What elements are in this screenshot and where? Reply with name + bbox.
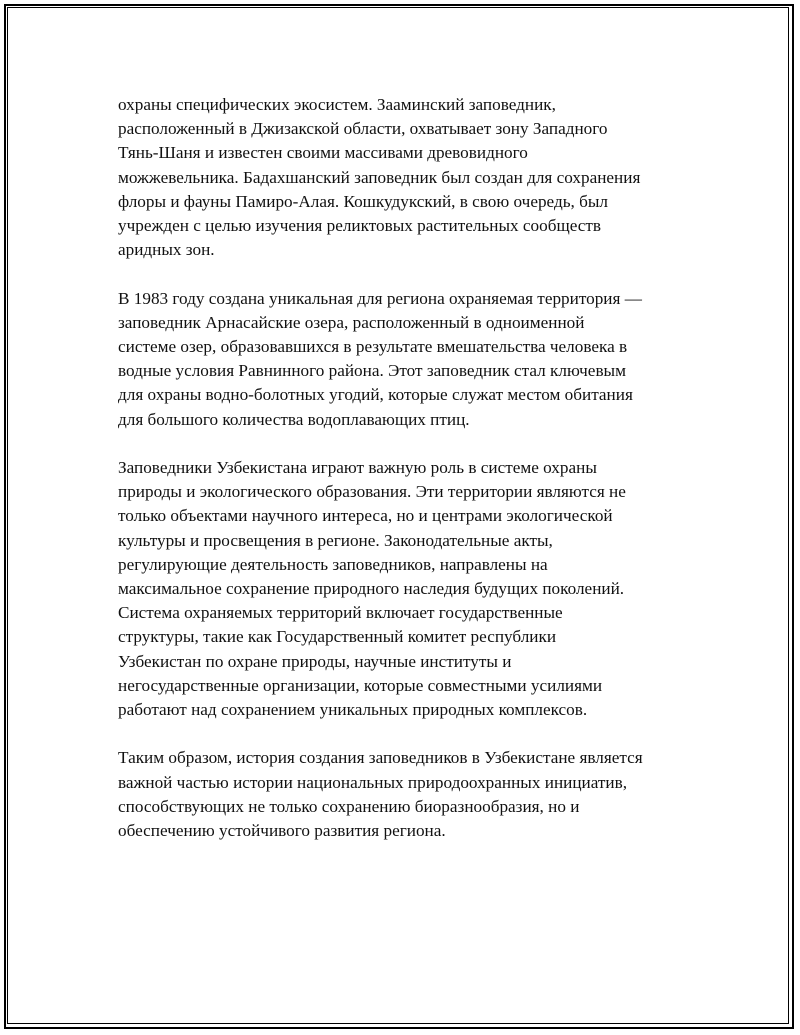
text-line: регулирующие деятельность заповедников, направлены на — [118, 554, 548, 574]
text-line: Таким образом, история создания заповедников в Узбекистане является — [118, 748, 643, 768]
document-body — [118, 93, 698, 867]
text-line: обеспечению устойчивого развития региона. — [118, 821, 446, 841]
text-line: негосударственные организации, которые совместными усилиями — [118, 675, 603, 695]
text-line: охраны специфических экосистем. Зааминский заповедник, — [118, 95, 556, 114]
text-line: расположенный в Джизакской области, охватывает зону Западного — [118, 119, 608, 139]
paragraph-4 — [118, 746, 698, 843]
text-line: В 1983 году создана уникальная для региона охраняемая территория — — [118, 288, 642, 308]
text-line: флоры и фауны Памиро-Алая. Кошкудукский, в свою очередь, был — [118, 191, 608, 211]
text-line: системе озер, образовавшихся в результате вмешательства человека в — [118, 337, 628, 357]
text-line: Система охраняемых территорий включает государственные — [118, 603, 563, 623]
text-line: заповедник Арнасайские озера, расположенный в одноименной — [118, 312, 585, 332]
paragraph-1 — [118, 93, 698, 262]
paragraph-3 — [118, 456, 698, 722]
text-line: способствующих не только сохранению биоразнообразия, но и — [118, 796, 580, 816]
text-line: Заповедники Узбекистана играют важную роль в системе охраны — [118, 458, 597, 478]
text-line: Узбекистан по охране природы, научные институты и — [118, 651, 512, 671]
text-line: для охраны водно-болотных угодий, которые служат местом обитания — [118, 385, 633, 405]
text-line: можжевельника. Бадахшанский заповедник был создан для сохранения — [118, 167, 641, 187]
text-line: природы и экологического образования. Эти территории являются не — [118, 482, 626, 502]
text-line: учрежден с целью изучения реликтовых растительных сообществ — [118, 216, 602, 236]
text-line: только объектами научного интереса, но и центрами экологической — [118, 506, 613, 526]
text-line: работают над сохранением уникальных природных комплексов. — [118, 700, 588, 720]
text-line: структуры, такие как Государственный комитет республики — [118, 627, 557, 647]
text-line: Тянь-Шаня и известен своими массивами древовидного — [118, 143, 528, 163]
paragraph-2 — [118, 287, 698, 432]
text-line: для большого количества водоплавающих птиц. — [118, 409, 470, 429]
text-line: важной частью истории национальных природоохранных инициатив, — [118, 772, 628, 792]
text-line: культуры и просвещения в регионе. Законодательные акты, — [118, 530, 553, 550]
text-line: максимальное сохранение природного наследия будущих поколений. — [118, 579, 625, 599]
text-line: водные условия Равнинного района. Этот заповедник стал ключевым — [118, 361, 626, 381]
text-line: аридных зон. — [118, 240, 215, 260]
